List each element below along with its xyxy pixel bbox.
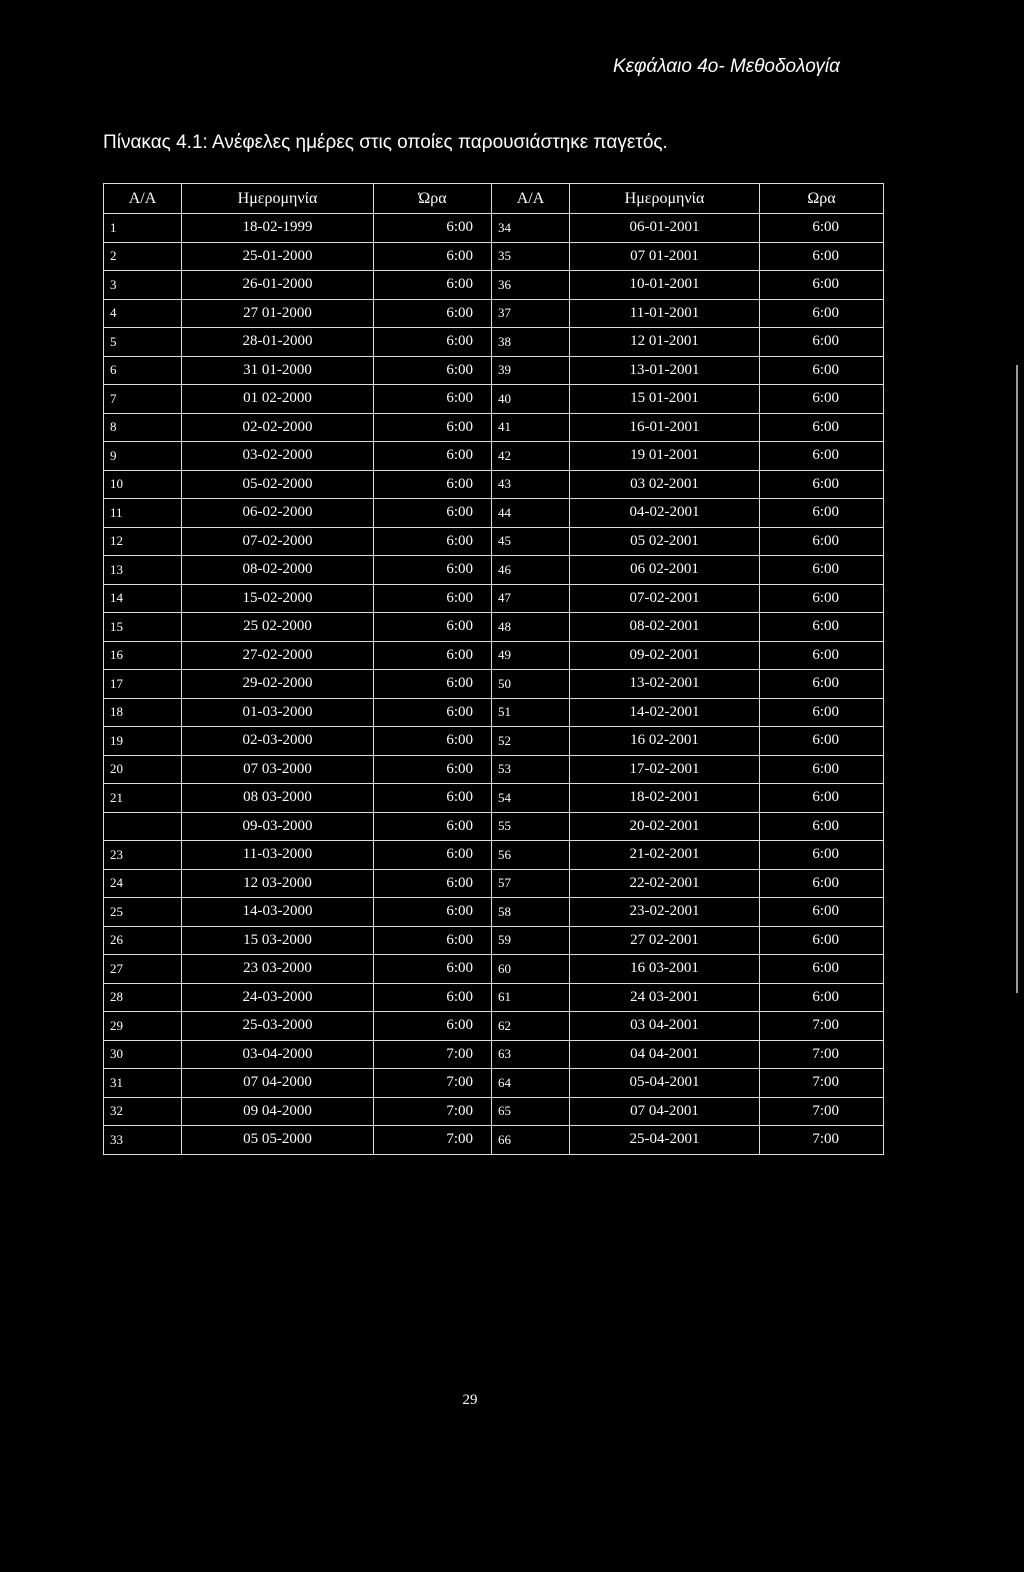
row-date-right: 16 02-2001 [570,727,760,756]
row-date-left: 07 03-2000 [182,755,374,784]
row-aa-right: 57 [492,869,570,898]
row-time-right: 6:00 [760,698,884,727]
row-time-right: 7:00 [760,1012,884,1041]
row-time-right: 6:00 [760,442,884,471]
row-time-right: 6:00 [760,955,884,984]
row-date-left: 24-03-2000 [182,983,374,1012]
row-time-right: 6:00 [760,214,884,243]
row-time-left: 7:00 [374,1126,492,1155]
row-aa-left: 28 [104,983,182,1012]
row-date-left: 02-02-2000 [182,413,374,442]
row-time-left: 6:00 [374,898,492,927]
row-aa-right: 34 [492,214,570,243]
row-date-right: 23-02-2001 [570,898,760,927]
row-date-right: 09-02-2001 [570,641,760,670]
row-date-left: 27 01-2000 [182,299,374,328]
row-aa-left: 21 [104,784,182,813]
row-date-right: 05-04-2001 [570,1069,760,1098]
table-row [104,898,884,927]
row-aa-right: 45 [492,527,570,556]
row-date-left: 25-01-2000 [182,242,374,271]
row-date-left: 05 05-2000 [182,1126,374,1155]
row-date-left: 03-02-2000 [182,442,374,471]
frost-days-table [103,183,884,1155]
row-aa-right: 50 [492,670,570,699]
row-time-right: 7:00 [760,1040,884,1069]
row-aa-left: 1 [104,214,182,243]
row-date-right: 24 03-2001 [570,983,760,1012]
row-aa-left: 19 [104,727,182,756]
row-time-right: 6:00 [760,755,884,784]
row-aa-left: 17 [104,670,182,699]
table-row [104,584,884,613]
row-date-right: 11-01-2001 [570,299,760,328]
row-time-right: 6:00 [760,556,884,585]
row-time-left: 6:00 [374,470,492,499]
header-time-left: Ώρα [374,184,492,214]
row-time-right: 6:00 [760,242,884,271]
row-aa-right: 39 [492,356,570,385]
row-aa-left: 16 [104,641,182,670]
row-date-right: 27 02-2001 [570,926,760,955]
row-date-left: 28-01-2000 [182,328,374,357]
row-aa-left: 6 [104,356,182,385]
row-aa-right: 53 [492,755,570,784]
row-date-left: 06-02-2000 [182,499,374,528]
row-time-right: 6:00 [760,812,884,841]
table-row [104,271,884,300]
row-aa-right: 44 [492,499,570,528]
row-time-right: 6:00 [760,271,884,300]
row-date-left: 25-03-2000 [182,1012,374,1041]
row-aa-right: 54 [492,784,570,813]
row-time-right: 7:00 [760,1097,884,1126]
row-aa-left: 30 [104,1040,182,1069]
table-row [104,242,884,271]
row-time-right: 6:00 [760,470,884,499]
row-time-left: 6:00 [374,271,492,300]
row-time-right: 6:00 [760,385,884,414]
table-row [104,755,884,784]
table-row [104,1040,884,1069]
row-aa-right: 36 [492,271,570,300]
table-row [104,499,884,528]
row-date-right: 07 01-2001 [570,242,760,271]
row-aa-right: 46 [492,556,570,585]
row-time-left: 7:00 [374,1069,492,1098]
table-row [104,841,884,870]
table-caption [103,132,668,154]
row-time-left: 6:00 [374,727,492,756]
row-time-left: 6:00 [374,841,492,870]
row-date-right: 04-02-2001 [570,499,760,528]
row-time-right: 6:00 [760,527,884,556]
table-row [104,470,884,499]
row-aa-left: 18 [104,698,182,727]
row-time-left: 6:00 [374,442,492,471]
row-aa-left: 14 [104,584,182,613]
row-time-left: 6:00 [374,413,492,442]
row-time-left: 6:00 [374,955,492,984]
page-number: 29 [462,1392,478,1408]
row-aa-right: 66 [492,1126,570,1155]
row-aa-right: 59 [492,926,570,955]
table-row [104,299,884,328]
row-aa-right: 37 [492,299,570,328]
row-aa-right: 52 [492,727,570,756]
row-date-right: 15 01-2001 [570,385,760,414]
row-date-left: 01 02-2000 [182,385,374,414]
row-date-right: 13-01-2001 [570,356,760,385]
row-date-left: 05-02-2000 [182,470,374,499]
row-date-right: 19 01-2001 [570,442,760,471]
row-date-left: 09-03-2000 [182,812,374,841]
row-aa-left: 9 [104,442,182,471]
row-time-left: 6:00 [374,670,492,699]
row-time-right: 6:00 [760,898,884,927]
row-time-left: 6:00 [374,641,492,670]
row-time-left: 6:00 [374,983,492,1012]
row-date-left: 18-02-1999 [182,214,374,243]
row-aa-left: 27 [104,955,182,984]
row-aa-left: 33 [104,1126,182,1155]
row-date-right: 07 04-2001 [570,1097,760,1126]
row-date-left: 31 01-2000 [182,356,374,385]
row-time-left: 6:00 [374,1012,492,1041]
table-row [104,926,884,955]
row-time-left: 6:00 [374,499,492,528]
row-aa-left: 5 [104,328,182,357]
table-row [104,1012,884,1041]
row-time-left: 6:00 [374,812,492,841]
header-date-right: Ημερομηνία [570,184,760,214]
row-date-right: 21-02-2001 [570,841,760,870]
row-aa-right: 43 [492,470,570,499]
row-aa-left: 10 [104,470,182,499]
row-aa-left: 13 [104,556,182,585]
row-aa-right: 60 [492,955,570,984]
row-aa-right: 56 [492,841,570,870]
row-aa-right: 42 [492,442,570,471]
row-date-right: 04 04-2001 [570,1040,760,1069]
row-aa-right: 35 [492,242,570,271]
row-date-left: 29-02-2000 [182,670,374,699]
row-aa-left: 12 [104,527,182,556]
row-date-left: 27-02-2000 [182,641,374,670]
row-time-left: 6:00 [374,698,492,727]
table-row [104,1126,884,1155]
row-date-left: 15 03-2000 [182,926,374,955]
row-aa-left: 29 [104,1012,182,1041]
table-row [104,670,884,699]
row-time-left: 6:00 [374,556,492,585]
row-date-left: 15-02-2000 [182,584,374,613]
table-row [104,983,884,1012]
table-row [104,869,884,898]
row-date-left: 08-02-2000 [182,556,374,585]
row-aa-left: 26 [104,926,182,955]
row-aa-left: 31 [104,1069,182,1098]
row-date-right: 06-01-2001 [570,214,760,243]
row-date-right: 10-01-2001 [570,271,760,300]
row-time-right: 6:00 [760,499,884,528]
row-date-left: 25 02-2000 [182,613,374,642]
row-aa-left: 2 [104,242,182,271]
row-date-left: 03-04-2000 [182,1040,374,1069]
row-aa-right: 58 [492,898,570,927]
table-row [104,698,884,727]
row-date-left: 02-03-2000 [182,727,374,756]
row-date-right: 06 02-2001 [570,556,760,585]
row-aa-left: 8 [104,413,182,442]
row-aa-right: 51 [492,698,570,727]
header-aa-right: Α/Α [492,184,570,214]
row-time-left: 7:00 [374,1097,492,1126]
row-time-right: 6:00 [760,926,884,955]
row-date-right: 20-02-2001 [570,812,760,841]
row-time-right: 6:00 [760,328,884,357]
row-date-left: 09 04-2000 [182,1097,374,1126]
header-date-left: Ημερομηνία [182,184,374,214]
table-row [104,1097,884,1126]
row-date-left: 01-03-2000 [182,698,374,727]
row-date-right: 07-02-2001 [570,584,760,613]
row-aa-right: 65 [492,1097,570,1126]
table-row [104,356,884,385]
row-time-left: 6:00 [374,214,492,243]
row-aa-left: 11 [104,499,182,528]
row-aa-right: 55 [492,812,570,841]
row-date-left: 23 03-2000 [182,955,374,984]
row-time-right: 6:00 [760,670,884,699]
row-time-right: 6:00 [760,983,884,1012]
row-time-left: 7:00 [374,1040,492,1069]
row-time-right: 6:00 [760,869,884,898]
row-date-right: 17-02-2001 [570,755,760,784]
row-aa-left: 32 [104,1097,182,1126]
row-aa-right: 63 [492,1040,570,1069]
row-time-left: 6:00 [374,784,492,813]
caption-text: Ανέφελες ημέρες στις οποίες παρουσιάστηκε παγετός. [212,132,668,153]
row-time-left: 6:00 [374,613,492,642]
row-time-left: 6:00 [374,299,492,328]
scan-edge-line [1016,365,1018,993]
row-time-left: 6:00 [374,242,492,271]
row-aa-right: 62 [492,1012,570,1041]
row-date-right: 16-01-2001 [570,413,760,442]
table-header-row [104,184,884,214]
row-time-right: 6:00 [760,841,884,870]
row-aa-left: 3 [104,271,182,300]
row-aa-right: 38 [492,328,570,357]
header-aa-left: Α/Α [104,184,182,214]
row-date-left: 26-01-2000 [182,271,374,300]
row-date-left: 12 03-2000 [182,869,374,898]
header-time-right: Ωρα [760,184,884,214]
row-time-right: 7:00 [760,1069,884,1098]
row-time-left: 6:00 [374,584,492,613]
table-row [104,413,884,442]
table-row [104,613,884,642]
table-row [104,556,884,585]
row-aa-left: 25 [104,898,182,927]
row-time-right: 6:00 [760,584,884,613]
table-row [104,1069,884,1098]
row-time-right: 6:00 [760,641,884,670]
row-date-left: 08 03-2000 [182,784,374,813]
row-time-right: 6:00 [760,727,884,756]
row-date-right: 18-02-2001 [570,784,760,813]
row-time-left: 6:00 [374,755,492,784]
row-date-right: 08-02-2001 [570,613,760,642]
row-aa-right: 40 [492,385,570,414]
row-time-left: 6:00 [374,385,492,414]
table-row [104,214,884,243]
row-date-left: 14-03-2000 [182,898,374,927]
row-time-right: 6:00 [760,784,884,813]
row-time-right: 6:00 [760,413,884,442]
table-row [104,641,884,670]
caption-label: Πίνακας 4.1: [103,132,208,153]
row-time-left: 6:00 [374,527,492,556]
row-time-right: 7:00 [760,1126,884,1155]
row-date-right: 03 02-2001 [570,470,760,499]
table-row [104,812,884,841]
row-date-right: 13-02-2001 [570,670,760,699]
row-date-right: 14-02-2001 [570,698,760,727]
row-aa-left: 4 [104,299,182,328]
row-date-right: 22-02-2001 [570,869,760,898]
table-row [104,385,884,414]
row-time-left: 6:00 [374,356,492,385]
row-aa-right: 64 [492,1069,570,1098]
row-date-right: 03 04-2001 [570,1012,760,1041]
table-row [104,328,884,357]
row-aa-right: 49 [492,641,570,670]
row-date-right: 16 03-2001 [570,955,760,984]
row-aa-left: 7 [104,385,182,414]
row-aa-right: 61 [492,983,570,1012]
row-time-left: 6:00 [374,869,492,898]
row-aa-right: 47 [492,584,570,613]
row-aa-right: 48 [492,613,570,642]
row-aa-left: 24 [104,869,182,898]
row-time-left: 6:00 [374,926,492,955]
table-row [104,955,884,984]
row-date-left: 07 04-2000 [182,1069,374,1098]
row-aa-right: 41 [492,413,570,442]
table-row [104,527,884,556]
row-time-right: 6:00 [760,613,884,642]
row-date-right: 25-04-2001 [570,1126,760,1155]
table-row [104,727,884,756]
table-body [104,214,884,1155]
row-aa-left [104,812,182,841]
row-date-left: 11-03-2000 [182,841,374,870]
row-date-right: 05 02-2001 [570,527,760,556]
row-aa-left: 15 [104,613,182,642]
row-time-right: 6:00 [760,299,884,328]
row-time-right: 6:00 [760,356,884,385]
row-time-left: 6:00 [374,328,492,357]
chapter-header: Κεφάλαιο 4ο- Μεθοδολογία [612,56,840,77]
row-date-left: 07-02-2000 [182,527,374,556]
row-aa-left: 20 [104,755,182,784]
table-row [104,784,884,813]
row-date-right: 12 01-2001 [570,328,760,357]
row-aa-left: 23 [104,841,182,870]
table-row [104,442,884,471]
